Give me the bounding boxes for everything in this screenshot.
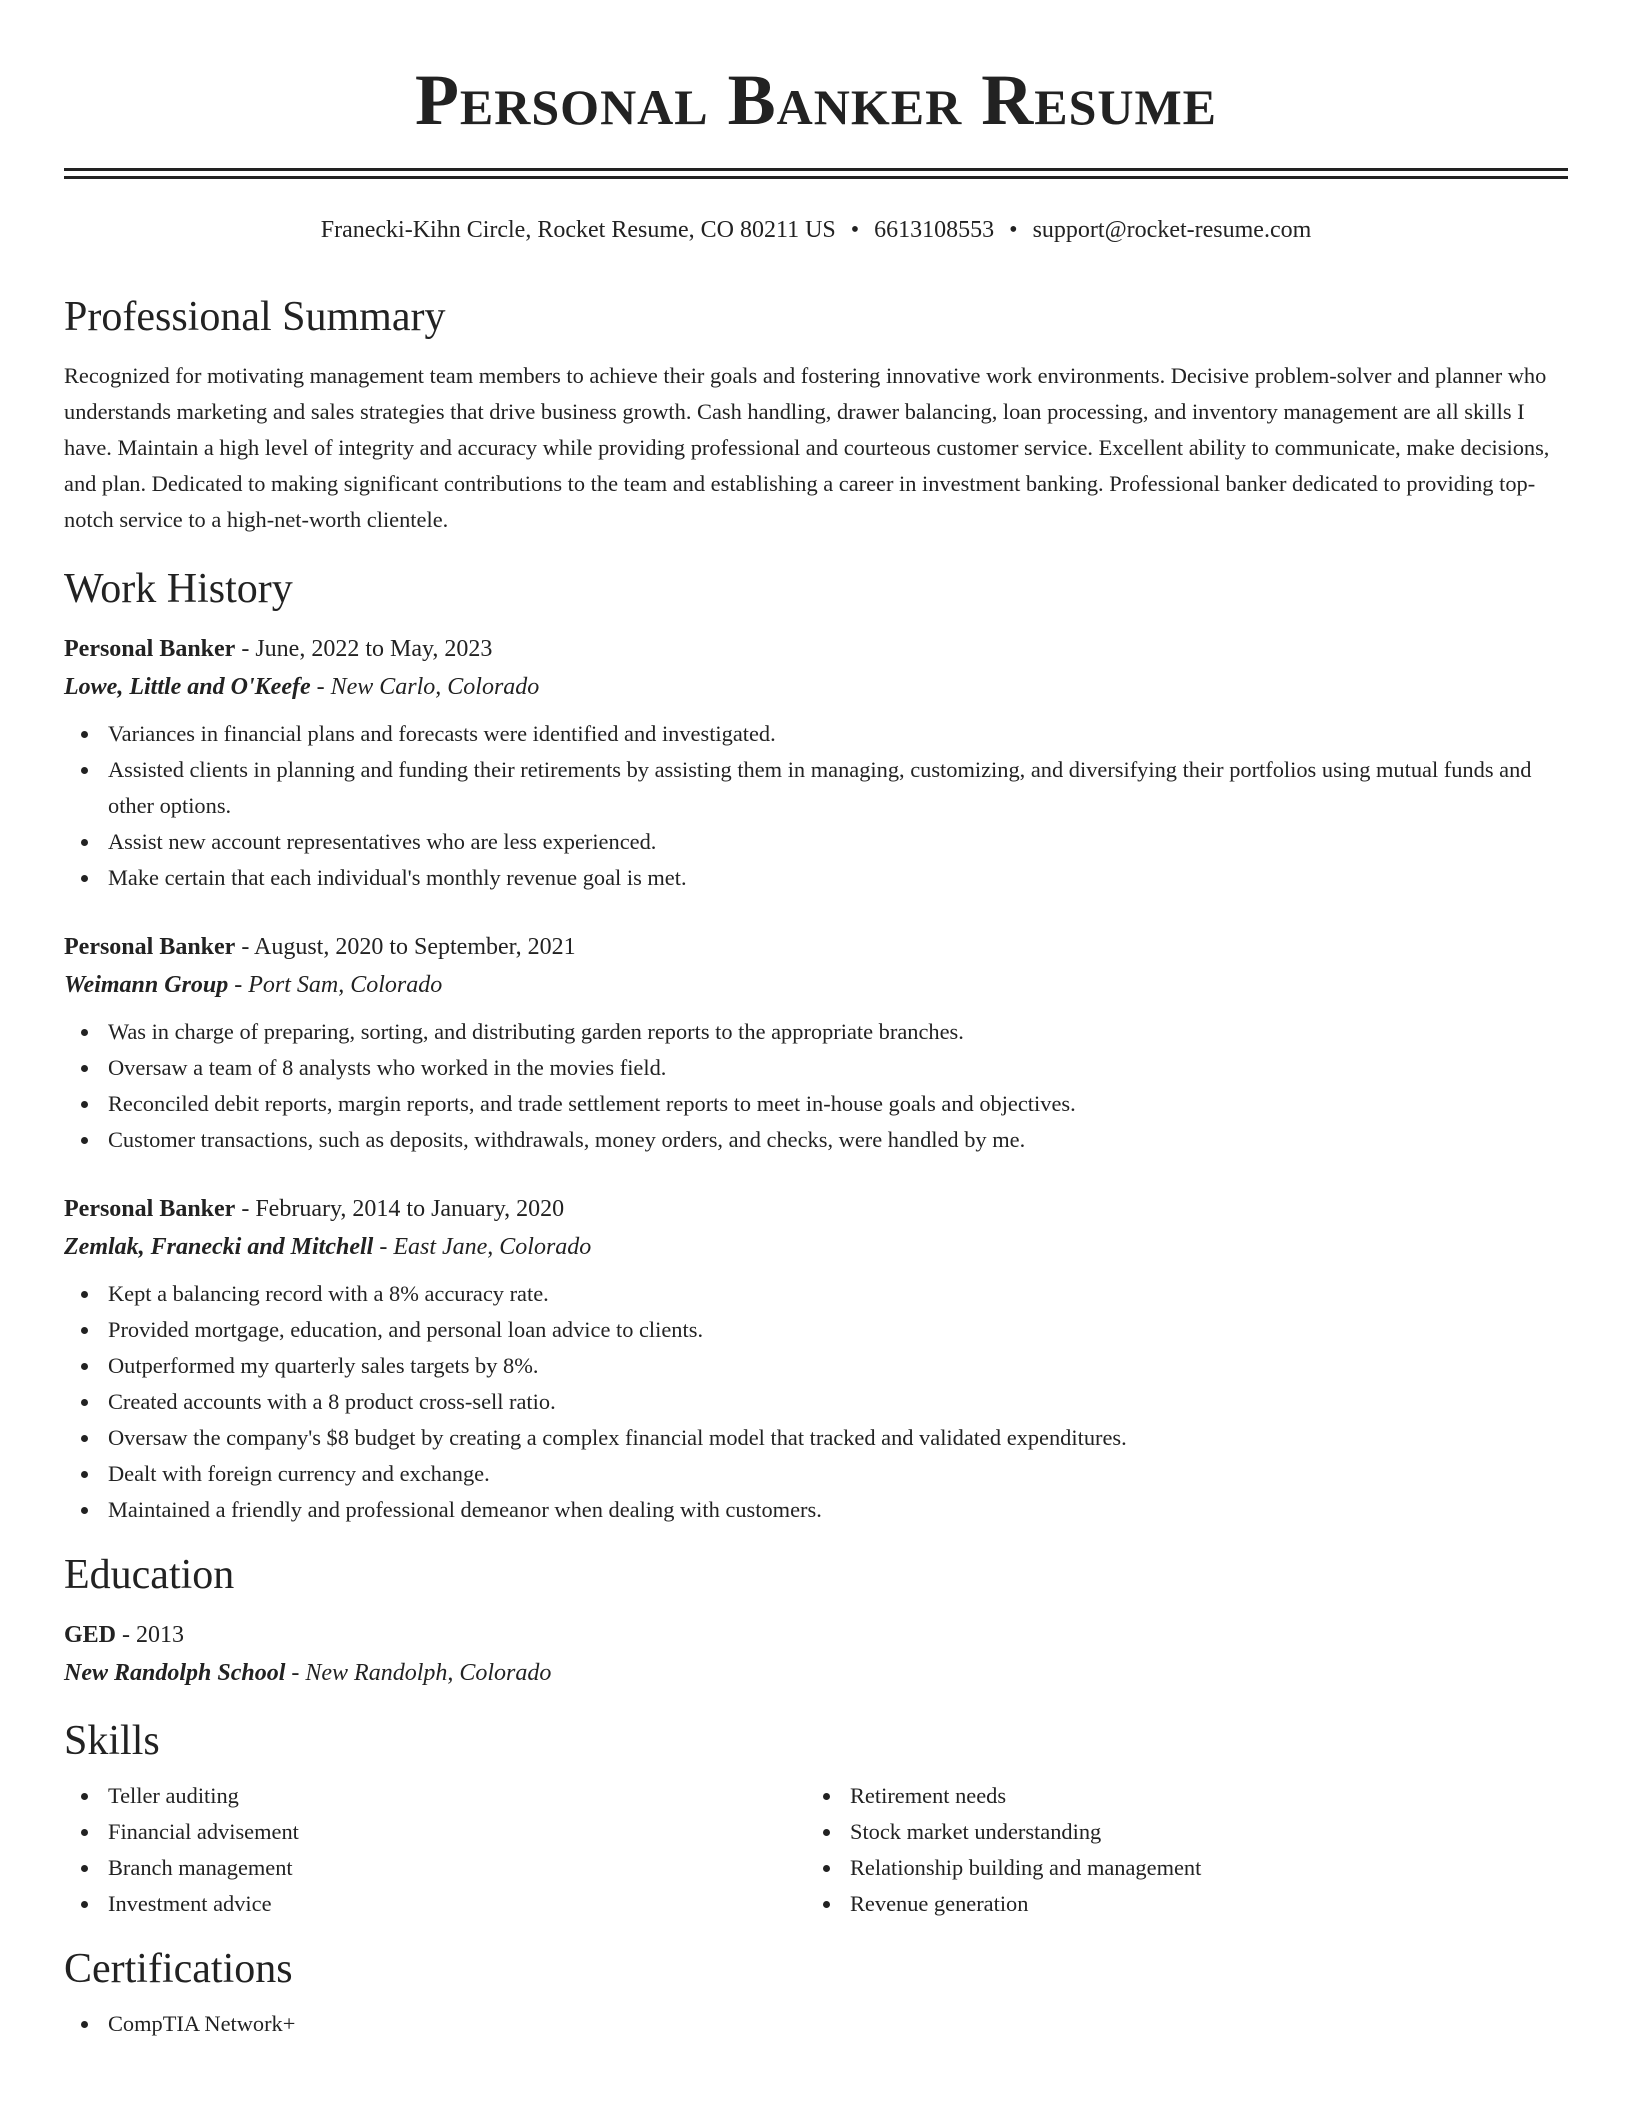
skill-item: Relationship building and management — [806, 1850, 1548, 1886]
job-title-line — [64, 630, 1568, 668]
degree: GED — [64, 1622, 117, 1648]
job-bullet: Was in charge of preparing, sorting, and distributing garden reports to the appropriate branches. — [64, 1014, 1568, 1050]
job-bullet: Oversaw the company's $8 budget by creating a complex financial model that tracked and validated expenditures. — [64, 1420, 1568, 1456]
job-bullet: Provided mortgage, education, and personal loan advice to clients. — [64, 1312, 1568, 1348]
school-name: New Randolph School — [64, 1660, 286, 1686]
job-bullet: Variances in financial plans and forecasts were identified and investigated. — [64, 716, 1568, 752]
skill-item: Teller auditing — [64, 1778, 806, 1814]
company-line — [64, 966, 1568, 1004]
section-heading-education: Education — [64, 1552, 235, 1598]
certifications-list — [64, 2006, 1568, 2042]
job-title: Personal Banker — [64, 1196, 236, 1222]
section-heading-summary: Professional Summary — [64, 294, 446, 340]
company-line — [64, 1228, 1568, 1266]
summary-section — [64, 290, 1568, 538]
job-bullet: Dealt with foreign currency and exchange. — [64, 1456, 1568, 1492]
job-entry — [64, 928, 1568, 1158]
job-dates: - February, 2014 to January, 2020 — [235, 1196, 565, 1222]
school-line — [64, 1654, 1568, 1692]
job-bullet: Assist new account representatives who are less experienced. — [64, 824, 1568, 860]
title-divider-top — [64, 168, 1568, 171]
resume-content — [64, 290, 1568, 2042]
graduation-year: - 2013 — [116, 1622, 185, 1648]
job-bullet: Reconciled debit reports, margin reports, and trade settlement reports to meet in-house goals and objectives. — [64, 1086, 1568, 1122]
section-heading-skills: Skills — [64, 1718, 160, 1764]
job-title-line — [64, 1190, 1568, 1228]
job-entry — [64, 630, 1568, 896]
job-bullet: Oversaw a team of 8 analysts who worked in the movies field. — [64, 1050, 1568, 1086]
job-title: Personal Banker — [64, 934, 236, 960]
skills-section — [64, 1714, 1568, 1922]
skill-item: Retirement needs — [806, 1778, 1548, 1814]
job-title: Personal Banker — [64, 636, 236, 662]
job-bullets — [64, 1014, 1568, 1158]
certification-item: CompTIA Network+ — [64, 2006, 1568, 2042]
job-bullet: Maintained a friendly and professional demeanor when dealing with customers. — [64, 1492, 1568, 1528]
contact-phone: 6613108553 — [874, 217, 995, 243]
skill-item: Branch management — [64, 1850, 806, 1886]
section-heading-certifications: Certifications — [64, 1946, 293, 1992]
job-dates: - June, 2022 to May, 2023 — [235, 636, 493, 662]
job-bullet: Customer transactions, such as deposits, withdrawals, money orders, and checks, were handled by me. — [64, 1122, 1568, 1158]
company-name: Zemlak, Franecki and Mitchell — [64, 1234, 374, 1260]
job-bullet: Created accounts with a 8 product cross-sell ratio. — [64, 1384, 1568, 1420]
job-bullet: Make certain that each individual's monthly revenue goal is met. — [64, 860, 1568, 896]
job-entry — [64, 1190, 1568, 1528]
summary-text: Recognized for motivating management team members to achieve their goals and fostering innovative work environments. Decisive problem-solver and planner who understands marketing and sales strategies that drive business growth. Cash handling, drawer balancing, loan processing, and inventory management are all skills I have. Maintain a high level of integrity and accuracy while providing professional and courteous customer service. Excellent ability to communicate, make decisions, and plan. Dedicated to making significant contributions to the team and establishing a career in investment banking. Professional banker dedicated to providing top-notch service to a high-net-worth clientele. — [64, 363, 1550, 532]
job-bullet: Assisted clients in planning and funding their retirements by assisting them in managing, customizing, and diversifying their portfolios using mutual funds and other options. — [64, 752, 1568, 824]
job-bullet: Outperformed my quarterly sales targets by 8%. — [64, 1348, 1568, 1384]
skill-item: Investment advice — [64, 1886, 806, 1922]
company-location: - East Jane, Colorado — [373, 1234, 592, 1260]
school-location: - New Randolph, Colorado — [285, 1660, 552, 1686]
company-name: Lowe, Little and O'Keefe — [64, 674, 311, 700]
job-title-line — [64, 928, 1568, 966]
contact-email: support@rocket-resume.com — [1032, 217, 1312, 243]
company-location: - Port Sam, Colorado — [228, 972, 443, 998]
skill-item: Revenue generation — [806, 1886, 1548, 1922]
company-name: Weimann Group — [64, 972, 229, 998]
company-location: - New Carlo, Colorado — [310, 674, 540, 700]
job-bullets — [64, 1276, 1568, 1528]
skills-column-right — [806, 1778, 1548, 1922]
skills-grid — [64, 1778, 1568, 1922]
certifications-section — [64, 1942, 1568, 2042]
contact-line — [64, 214, 1568, 246]
skill-item: Stock market understanding — [806, 1814, 1548, 1850]
section-heading-work: Work History — [64, 566, 293, 612]
job-dates: - August, 2020 to September, 2021 — [235, 934, 576, 960]
contact-separator: • — [1009, 217, 1018, 243]
education-section — [64, 1548, 1568, 1692]
skill-item: Financial advisement — [64, 1814, 806, 1850]
job-bullets — [64, 716, 1568, 896]
company-line — [64, 668, 1568, 706]
job-bullet: Kept a balancing record with a 8% accuracy rate. — [64, 1276, 1568, 1312]
contact-separator: • — [850, 217, 860, 243]
resume-title: Personal Banker Resume — [414, 60, 1218, 140]
education-entry — [64, 1616, 1568, 1692]
contact-address: Franecki-Kihn Circle, Rocket Resume, CO 80211 US — [320, 217, 836, 243]
work-history-section — [64, 562, 1568, 1528]
degree-line — [64, 1616, 1568, 1654]
skills-column-left — [64, 1778, 806, 1922]
title-divider-bottom — [64, 176, 1568, 179]
